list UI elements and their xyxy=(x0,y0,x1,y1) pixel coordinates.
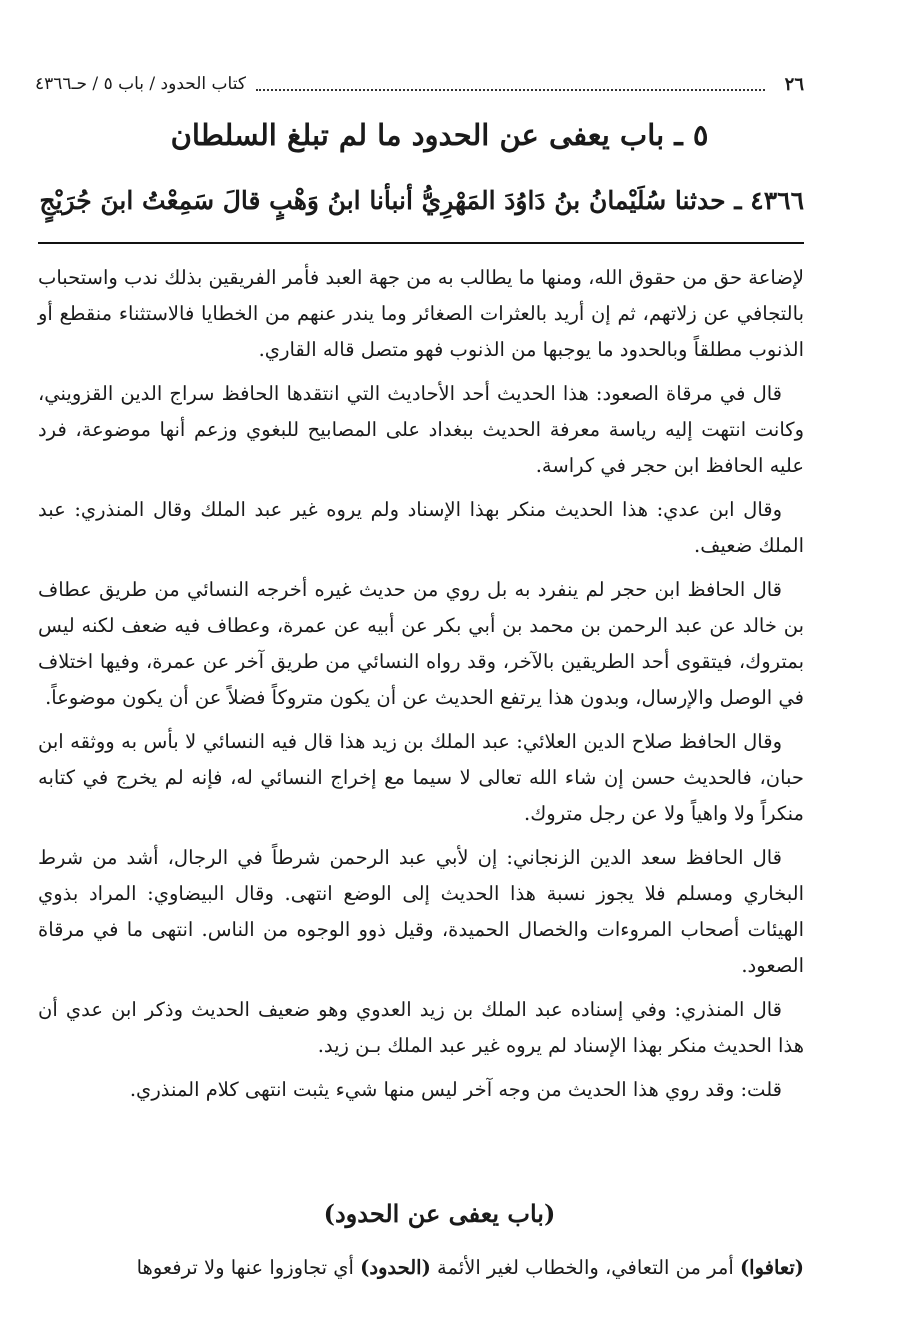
gloss-term: (تعافوا) xyxy=(739,1256,804,1279)
running-title: كتاب الحدود / باب ٥ / حـ٤٣٦٦ xyxy=(35,74,246,94)
gloss-term: (الحدود) xyxy=(360,1256,431,1279)
paragraph: قلت: وقد روي هذا الحديث من وجه آخر ليس منها شيء يثبت انتهى كلام المنذري. xyxy=(129,1078,782,1101)
hadith-isnad-heading: ٤٣٦٦ ـ حدثنا سُلَيْمانُ بنُ دَاوُدَ المَهْرِيُّ أنبأنا ابنُ وَهْبٍ قالَ سَمِعْتُ ابنَ جُرَيْجٍ xyxy=(39,186,804,215)
paragraph: قال في مرقاة الصعود: هذا الحديث أحد الأحاديث التي انتقدها الحافظ سراج الدين القزويني، وكانت انتهت إليه رياسة معرفة الحديث ببغداد على المصابيح للبغوي وزعم أنها موضوعة، فرد عليه الحافظ ابن حجر في كراسة. xyxy=(38,382,804,477)
paragraph: قال المنذري: وفي إسناده عبد الملك بن زيد العدوي وهو ضعيف الحديث وذكر ابن عدي أن هذا الحديث منكر بهذا الإسناد لم يروه غير عبد الملك بـن زيد. xyxy=(38,998,804,1057)
page-number: ٢٦ xyxy=(784,73,804,95)
gloss-text: أمر من التعافي، والخطاب لغير الأئمة xyxy=(430,1256,740,1279)
horizontal-rule xyxy=(38,242,804,244)
gloss-paragraph xyxy=(38,1250,804,1286)
paragraph: وقال الحافظ صلاح الدين العلائي: عبد الملك بن زيد هذا قال فيه النسائي لا بأس به ووثقه ابن حبان، فالحديث حسن إن شاء الله تعالى لا سيما مع إخراج النسائي له، فإنه لم يخرج في كتابه منكراً ولا واهياً ولا عن رجل متروك. xyxy=(38,730,804,825)
chapter-title: ٥ ـ باب يعفى عن الحدود ما لم تبلغ السلطان xyxy=(170,118,709,152)
paragraph: قال الحافظ سعد الدين الزنجاني: إن لأبي عبد الرحمن شرطاً في الرجال، أشد من شرط البخاري ومسلم فلا يجوز نسبة هذا الحديث إلى الوضع انتهى. وقال البيضاوي: المراد بذوي الهيئات أصحاب المروءات والخصال الحميدة، وقيل ذوو الوجوه من الناس. انتهى ما في مرقاة الصعود. xyxy=(38,846,804,977)
commentary-body xyxy=(38,260,804,1116)
leader-dots xyxy=(256,77,765,91)
paragraph: قال الحافظ ابن حجر لم ينفرد به بل روي من حديث غيره أخرجه النسائي من طريق عطاف بن خالد عن عبد الرحمن بن محمد بن أبي بكر عن أبيه عن عمرة، وعطاف فيه ضعف لكنه ليس بمتروك، فيتقوى أحد الطريقين بالآخر، وقد رواه النسائي من طريق آخر عن عمرة، وفيها اختلاف في الوصل والإرسال، وبدون هذا يرتفع الحديث عن أن يكون متروكاً فضلاً عن أن يكون موضوعاً. xyxy=(38,578,804,709)
paragraph: وقال ابن عدي: هذا الحديث منكر بهذا الإسناد ولم يروه غير عبد الملك وقال المنذري: عبد الملك ضعيف. xyxy=(38,498,804,557)
running-header xyxy=(35,70,804,98)
section-subtitle: (باب يعفى عن الحدود) xyxy=(323,1199,556,1228)
gloss-text: أي تجاوزوا عنها ولا ترفعوها xyxy=(136,1256,361,1279)
paragraph: لإضاعة حق من حقوق الله، ومنها ما يطالب به من جهة العبد فأمر الفريقين بذلك ندب واستحباب بالتجافي عن زلاتهم، ثم إن أريد بالعثرات الصغائر وما يندر عنهم من الخطايا فالاستثناء منقطع أو الذنوب مطلقاً وبالحدود ما يوجبها من الذنوب فهو متصل قاله القاري. xyxy=(38,266,804,361)
